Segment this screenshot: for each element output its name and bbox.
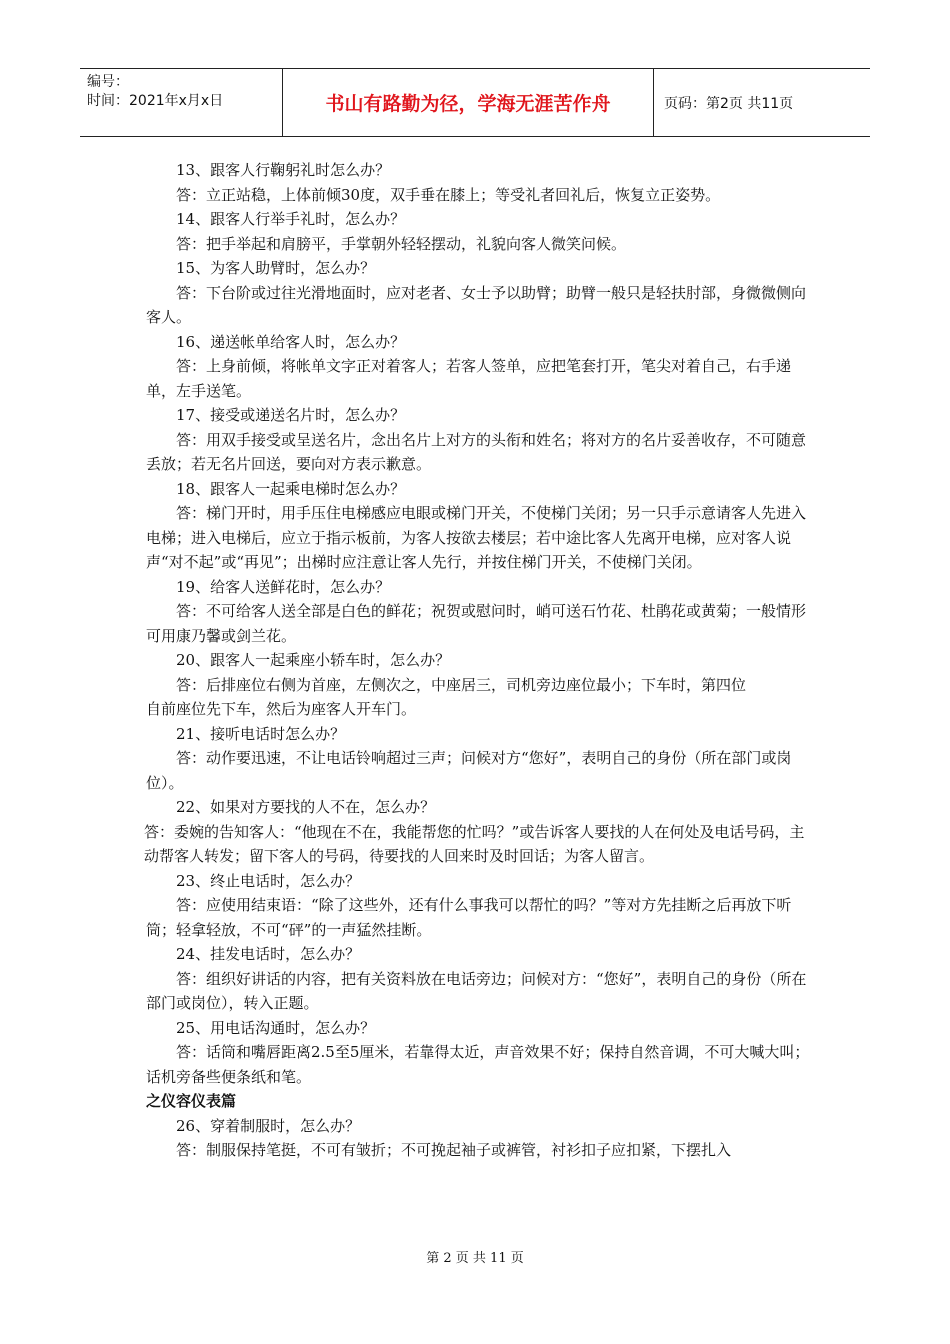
text-line: 自前座位先下车，然后为座客人开车门。 — [146, 700, 417, 718]
question-line: 16、递送帐单给客人时，怎么办？ — [176, 332, 406, 351]
answer-paragraph: 答：用双手接受或呈送名片，念出名片上对方的头衔和姓名；将对方的名片妥善收存，不可随意丢放；若无名片回送，要向对方表示歉意。 — [146, 430, 807, 473]
answer-paragraph: 答：制服保持笔挺，不可有皱折；不可挽起袖子或裤管，衬衫扣子应扣紧，下摆扎入 — [176, 1141, 732, 1159]
question-line: 26、穿着制服时，怎么办？ — [176, 1116, 361, 1135]
question-line: 20、跟客人一起乘座小轿车时，怎么办？ — [176, 651, 451, 669]
question-line: 25、用电话沟通时，怎么办？ — [176, 1018, 376, 1037]
question-line: 17、接受或递送名片时，怎么办？ — [176, 406, 406, 424]
document-body — [146, 158, 810, 1163]
answer-paragraph: 答：后排座位右侧为首座，左侧次之，中座居三，司机旁边座位最小；下车时，第四位 — [176, 675, 747, 694]
answer-paragraph: 答：话筒和嘴唇距离2.5至5厘米，若靠得太近，声音效果不好；保持自然音调，不可大喊大叫；话机旁备些便条纸和笔。 — [146, 1043, 810, 1086]
answer-paragraph: 答：梯门开时，用手压住电梯感应电眼或梯门开关，不使梯门关闭；另一只手示意请客人先进入电梯；进入电梯后，应立于指示板前，为客人按欲去楼层；若中途比客人先离开电梯，应对客人说声“对不起”或“再见”；出梯时应注意让客人先行，并按住梯门开关，不使梯门关闭。 — [146, 504, 807, 571]
question-line: 24、挂发电话时，怎么办？ — [176, 945, 361, 963]
answer-paragraph: 答：上身前倾，将帐单文字正对着客人；若客人签单，应把笔套打开，笔尖对着自己，右手递单，左手送笔。 — [146, 357, 792, 400]
answer-paragraph: 答：委婉的告知客人：“他现在不在，我能帮您的忙吗？”或告诉客人要找的人在何处及电话号码，主动帮客人转发；留下客人的号码，待要找的人回来时及时回话；为客人留言。 — [144, 822, 805, 865]
question-line: 21、接听电话时怎么办？ — [176, 724, 346, 743]
serial-label: 编号： — [87, 74, 129, 90]
date-text: 时间：2021年x月x日 — [87, 93, 224, 109]
question-line: 23、终止电话时，怎么办？ — [176, 871, 361, 890]
question-line: 22、如果对方要找的人不在，怎么办？ — [176, 798, 436, 816]
question-line: 14、跟客人行举手礼时，怎么办？ — [176, 210, 406, 228]
answer-paragraph: 答：应使用结束语：“除了这些外，还有什么事我可以帮忙的吗？”等对方先挂断之后再放下听筒；轻拿轻放，不可“砰”的一声猛然挂断。 — [146, 896, 792, 939]
header-motto: 书山有路勤为径，学海无涯苦作舟 — [283, 69, 654, 136]
page-footer: 第 2 页 共 11 页 — [426, 1251, 524, 1266]
section-heading: 之仪容仪表篇 — [146, 1092, 237, 1110]
answer-paragraph: 答：动作要迅速，不让电话铃响超过三声；问候对方“您好”，表明自己的身份（所在部门或岗位）。 — [146, 749, 792, 792]
answer-paragraph: 答：立正站稳，上体前倾30度，双手垂在膝上；等受礼者回礼后，恢复立正姿势。 — [176, 185, 721, 204]
header-page-number: 页码：第2页 共11页 — [664, 95, 794, 112]
question-line: 18、跟客人一起乘电梯时怎么办？ — [176, 479, 406, 498]
answer-paragraph: 答：组织好讲话的内容，把有关资料放在电话旁边；问候对方：“您好”，表明自己的身份（所在部门或岗位），转入正题。 — [146, 969, 807, 1012]
question-line: 19、给客人送鲜花时，怎么办？ — [176, 577, 391, 596]
answer-paragraph: 答：把手举起和肩膀平，手掌朝外轻轻摆动，礼貌向客人微笑问候。 — [176, 234, 627, 253]
header-meta — [80, 69, 283, 136]
answer-paragraph: 答：下台阶或过往光滑地面时，应对老者、女士予以助臂；助臂一般只是轻扶肘部，身微微侧向客人。 — [146, 283, 807, 326]
question-line: 13、跟客人行鞠躬礼时怎么办？ — [176, 161, 391, 179]
question-line: 15、为客人助臂时，怎么办？ — [176, 259, 376, 277]
answer-paragraph: 答：不可给客人送全部是白色的鲜花；祝贺或慰问时，峭可送石竹花、杜鹃花或黄菊；一般情形可用康乃馨或剑兰花。 — [146, 602, 807, 645]
page-header — [80, 68, 870, 137]
